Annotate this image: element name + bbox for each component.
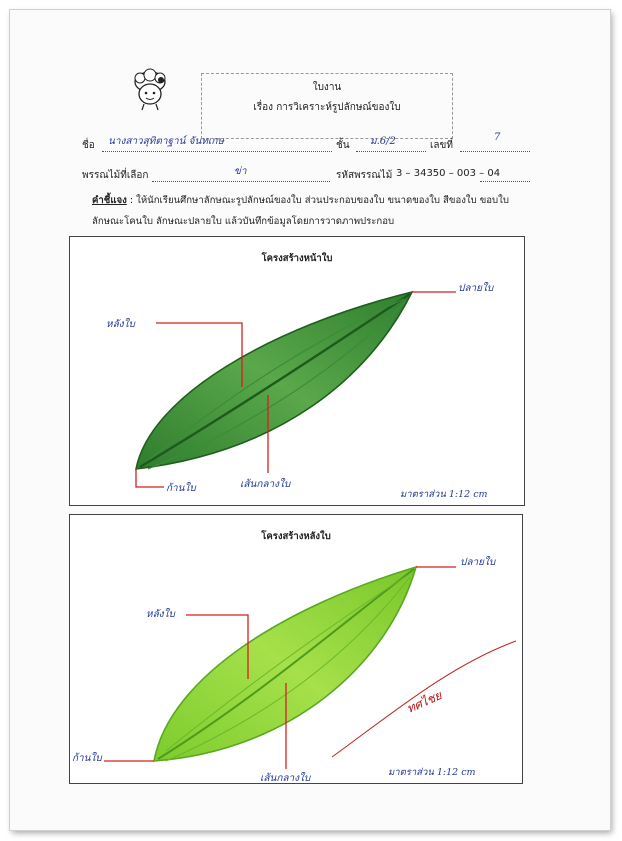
- label-back-back: หลังใบ: [146, 609, 175, 620]
- label-back-front: หลังใบ: [106, 319, 135, 330]
- name-field[interactable]: นางสาวสุทิตาฐาน์ จันทเกษ: [108, 136, 224, 147]
- worksheet-title: ใบงาน: [312, 82, 342, 93]
- code-label: รหัสพรรณไม้: [336, 170, 393, 181]
- leaf-front-blade: [136, 292, 412, 469]
- leaf-front-drawing: [70, 237, 524, 505]
- label-tip-back: ปลายใบ: [460, 557, 496, 568]
- label-petiole-back: ก้านใบ: [72, 753, 102, 764]
- teacher-signature: ทศไชย: [404, 688, 444, 716]
- scale-back: มาตราส่วน 1:12 cm: [388, 767, 476, 778]
- panel-leaf-back: [69, 514, 523, 784]
- number-field[interactable]: 7: [494, 132, 501, 143]
- panel-back-title: โครงสร้างหลังใบ: [261, 531, 331, 542]
- instructions-heading: คำชี้แจง: [92, 195, 127, 206]
- plant-label: พรรณไม้ที่เลือก: [82, 170, 149, 181]
- worksheet-subject: เรื่อง การวิเคราะห์รูปลักษณ์ของใบ: [253, 102, 401, 113]
- number-label: เลขที่: [430, 140, 453, 151]
- label-tip-front: ปลายใบ: [458, 283, 494, 294]
- panel-leaf-front: [69, 236, 525, 506]
- title-box: [201, 73, 453, 139]
- scale-front: มาตราส่วน 1:12 cm: [400, 489, 488, 500]
- label-midrib-front: เส้นกลางใบ: [240, 479, 291, 490]
- plant-field[interactable]: ข่า: [234, 166, 247, 177]
- class-label: ชั้น: [336, 140, 350, 151]
- pointer-petiole-line: [136, 469, 164, 487]
- instructions-line-1: คำชี้แจง : ให้นักเรียนศึกษาลักษณะรูปลักษณ์ของใบ ส่วนประกอบของใบ ขนาดของใบ สีของใบ ขอบใบ: [92, 195, 509, 206]
- name-label: ชื่อ: [82, 140, 95, 151]
- worksheet-page: [10, 10, 610, 830]
- label-petiole-front: ก้านใบ: [166, 483, 196, 494]
- code-field[interactable]: 3 – 34350 – 003 – 04: [396, 168, 501, 179]
- instructions-line-2: ลักษณะโคนใบ ลักษณะปลายใบ แล้วบันทึกข้อมูลโดยการวาดภาพประกอบ: [92, 216, 395, 227]
- panel-front-title: โครงสร้างหน้าใบ: [261, 253, 333, 264]
- label-midrib-back: เส้นกลางใบ: [260, 773, 311, 784]
- class-field[interactable]: ม.6/2: [370, 136, 396, 147]
- mascot-logo: [130, 68, 170, 112]
- leaf-back-drawing: [70, 515, 522, 783]
